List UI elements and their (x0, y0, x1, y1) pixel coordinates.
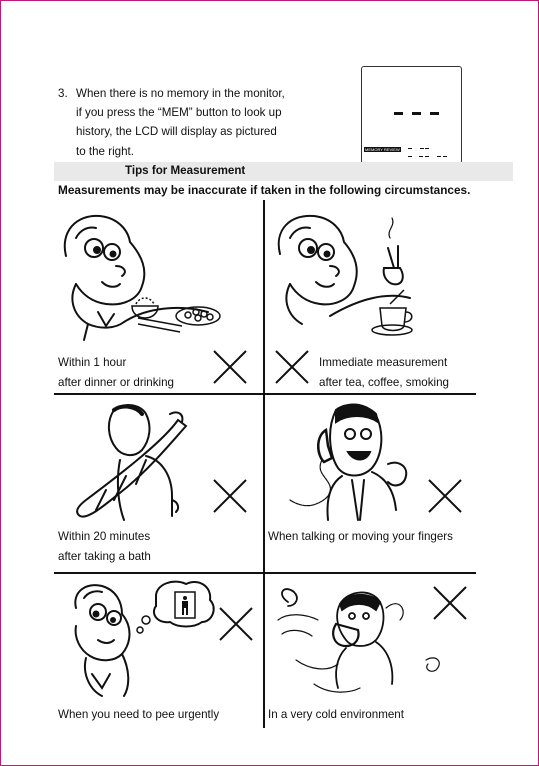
tips-header-bar (54, 162, 513, 181)
lcd-small-dash (419, 156, 423, 157)
tip-caption (58, 705, 219, 725)
lcd-small-dash (408, 156, 412, 157)
tip-caption-line: In a very cold environment (268, 708, 404, 721)
lcd-dash (412, 112, 421, 115)
lcd-small-dash (408, 148, 412, 149)
man-thinking-of-toilet-illustration (62, 578, 222, 700)
step-line: When there is no memory in the monitor, (76, 87, 285, 100)
step-line: history, the LCD will display as pictured (76, 125, 277, 139)
cross-icon (212, 349, 248, 385)
man-drying-with-towel-illustration (66, 400, 196, 524)
lcd-memory-review-label: MEMORY REVIEW (365, 147, 400, 152)
cross-icon (432, 585, 468, 621)
cross-icon (212, 478, 248, 514)
lcd-small-dash (420, 148, 424, 149)
lcd-display-picture (361, 66, 462, 164)
man-smoking-with-tea-illustration (270, 208, 430, 340)
lcd-dash (394, 112, 403, 115)
man-shivering-in-wind-illustration (276, 584, 446, 700)
step-number: 3. (58, 87, 68, 100)
tip-caption (268, 705, 404, 725)
tip-caption (58, 527, 151, 566)
step-line: if you press the “MEM” button to look up (76, 106, 282, 120)
cross-icon (274, 349, 310, 385)
cross-icon (218, 606, 254, 642)
toilet-sign-icon (175, 592, 195, 618)
grid-row-divider (54, 572, 476, 574)
cross-icon (427, 478, 463, 514)
grid-row-divider (54, 393, 476, 395)
tip-caption-line: Immediate measurement (319, 356, 448, 369)
lcd-small-dash (443, 156, 447, 157)
lcd-dash (430, 112, 439, 115)
tip-caption-line: after taking a bath (58, 549, 151, 563)
tip-caption-line: When you need to pee urgently (58, 708, 220, 721)
man-eating-meal-illustration (58, 208, 248, 343)
tip-caption-line: Within 1 hour (58, 356, 127, 369)
tip-caption-line: When talking or moving your fingers (268, 530, 453, 543)
grid-vertical-divider (263, 200, 265, 728)
tip-caption (268, 527, 453, 547)
tip-caption (58, 353, 174, 392)
tip-caption-line: after tea, coffee, smoking (319, 375, 449, 389)
step-line: to the right. (76, 144, 135, 158)
lcd-small-dash (425, 156, 429, 157)
tip-caption-line: Within 20 minutes (58, 530, 151, 543)
lcd-small-dash (437, 156, 441, 157)
man-talking-on-phone-illustration (286, 400, 416, 524)
tips-title: Tips for Measurement (125, 164, 246, 177)
tip-caption-line: after dinner or drinking (58, 375, 174, 389)
tips-intro: Measurements may be inaccurate if taken in the following circumstances. (58, 183, 471, 197)
lcd-small-dash (425, 148, 429, 149)
tip-caption (319, 353, 449, 392)
